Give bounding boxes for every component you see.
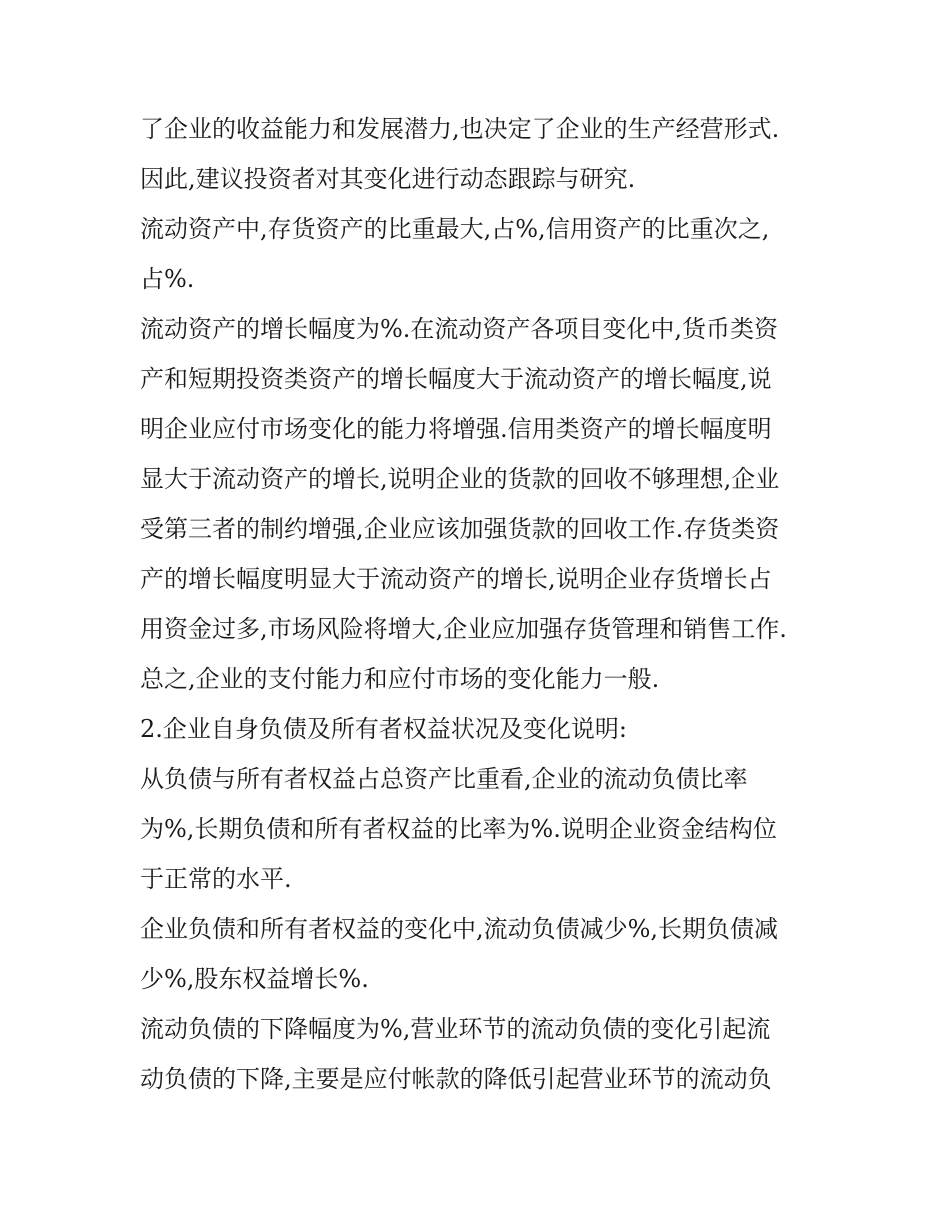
text-line: 流动负债的下降幅度为%,营业环节的流动负债的变化引起流 [140, 1015, 771, 1043]
text-line: 了企业的收益能力和发展潜力,也决定了企业的生产经营形式. [140, 115, 780, 143]
text-line: 流动资产中,存货资产的比重最大,占%,信用资产的比重次之, [140, 215, 770, 243]
text-line: 占%. [140, 265, 195, 293]
text-line: 动负债的下降,主要是应付帐款的降低引起营业环节的流动负 [140, 1065, 772, 1093]
text-line: 少%,股东权益增长%. [140, 965, 369, 993]
text-line: 产的增长幅度明显大于流动资产的增长,说明企业存货增长占 [140, 565, 772, 593]
text-line: 总之,企业的支付能力和应付市场的变化能力一般. [140, 665, 660, 693]
document-body [140, 104, 840, 1104]
text-line: 因此,建议投资者对其变化进行动态跟踪与研究. [140, 165, 636, 193]
text-line: 为%,长期负债和所有者权益的比率为%.说明企业资金结构位 [140, 815, 777, 843]
text-line: 企业负债和所有者权益的变化中,流动负债减少%,长期负债减 [140, 915, 779, 943]
text-line: 受第三者的制约增强,企业应该加强货款的回收工作.存货类资 [140, 515, 780, 543]
text-line: 流动资产的增长幅度为%.在流动资产各项目变化中,货币类资 [140, 315, 779, 343]
text-line: 从负债与所有者权益占总资产比重看,企业的流动负债比率 [140, 765, 748, 793]
text-line: 于正常的水平. [140, 865, 292, 893]
text-line: 显大于流动资产的增长,说明企业的货款的回收不够理想,企业 [140, 465, 780, 493]
section-heading: 2.企业自身负债及所有者权益状况及变化说明: [140, 715, 627, 743]
text-line: 明企业应付市场变化的能力将增强.信用类资产的增长幅度明 [140, 415, 772, 443]
text-line: 用资金过多,市场风险将增大,企业应加强存货管理和销售工作. [140, 615, 787, 643]
text-line: 产和短期投资类资产的增长幅度大于流动资产的增长幅度,说 [140, 365, 772, 393]
